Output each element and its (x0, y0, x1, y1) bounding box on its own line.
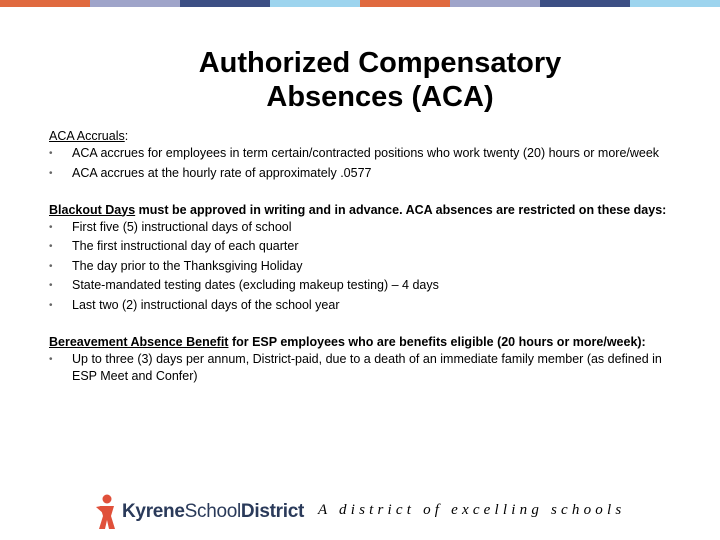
bar-segment (180, 0, 270, 7)
logo-wordmark: KyreneSchoolDistrict (122, 501, 304, 522)
blackout-section (49, 202, 679, 314)
list-item: • The day prior to the Thanksgiving Holiday (49, 258, 303, 273)
slide-title (120, 46, 640, 114)
list-item: • State-mandated testing dates (excluding makeup testing) – 4 days (49, 278, 439, 292)
bar-segment (540, 0, 630, 7)
bullet-icon: • (49, 221, 53, 233)
title-line-1: Authorized Compensatory (198, 47, 562, 79)
figure-icon (96, 494, 118, 530)
bullet-icon: • (49, 167, 53, 179)
title-line-2: Absences (ACA) (266, 81, 494, 113)
bar-segment (270, 0, 360, 7)
bar-segment (450, 0, 540, 7)
bullet-icon: • (49, 299, 53, 311)
list-item: • ACA accrues at the hourly rate of approximately .0577 (49, 165, 372, 180)
blackout-heading: Blackout Days must be approved in writing and in advance. ACA absences are restricted on these days: (49, 202, 667, 217)
bereavement-list (49, 351, 679, 385)
district-logo (96, 492, 304, 532)
bereavement-heading: Bereavement Absence Benefit for ESP employees who are benefits eligible (20 hours or more/week): (49, 334, 646, 349)
list-item: • ACA accrues for employees in term certain/contracted positions who work twenty (20) hours or more/week (49, 146, 660, 160)
list-item: • Last two (2) instructional days of the school year (49, 297, 340, 312)
list-item: • First five (5) instructional days of school (49, 219, 292, 234)
bullet-icon: • (49, 241, 53, 252)
bar-segment (360, 0, 450, 7)
accruals-list (49, 145, 679, 182)
tagline: A district of excelling schools (318, 502, 626, 518)
accruals-section (49, 128, 679, 182)
list-item: • Up to three (3) days per annum, District-paid, due to a death of an immediate family member (as defined in ESP Meet and Confer) (49, 351, 662, 383)
slide-body (49, 128, 679, 405)
list-item: • The first instructional day of each quarter (49, 239, 299, 253)
bar-segment (630, 0, 720, 7)
bullet-icon: • (49, 353, 53, 365)
bar-segment (0, 0, 90, 7)
top-color-bar (0, 0, 720, 7)
bullet-icon: • (49, 148, 53, 159)
blackout-list (49, 219, 679, 314)
bullet-icon: • (49, 280, 53, 291)
bar-segment (90, 0, 180, 7)
bullet-icon: • (49, 260, 53, 272)
bereavement-section (49, 334, 679, 385)
accruals-heading: ACA Accruals: (49, 129, 129, 143)
